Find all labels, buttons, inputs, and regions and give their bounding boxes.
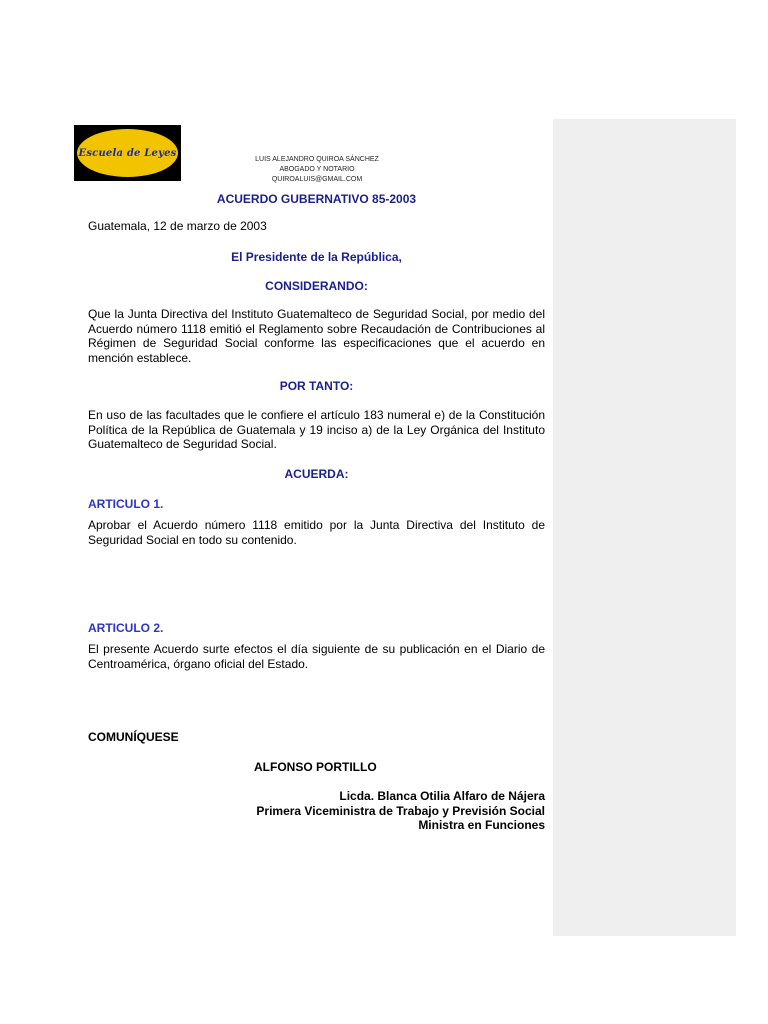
comments-pane — [553, 119, 736, 936]
letterhead — [232, 155, 402, 185]
signatory-title: Primera Viceministra de Trabajo y Previsión Social — [256, 803, 545, 818]
signatory-role: Ministra en Funciones — [418, 818, 545, 833]
president-heading: El Presidente de la República, — [231, 250, 402, 264]
considerando-heading: CONSIDERANDO: — [265, 279, 368, 293]
school-logo — [74, 125, 181, 181]
president-name: ALFONSO PORTILLO — [254, 760, 377, 774]
por-tanto-text: En uso de las facultades que le confiere el artículo 183 numeral e) de la Constitución Política de la República de Guatemala y 19 inciso a) de la Ley Orgánica del Instituto Guatemalteco de Seguridad Social. — [88, 408, 545, 452]
date-line: Guatemala, 12 de marzo de 2003 — [88, 219, 267, 233]
letterhead-name: LUIS ALEJANDRO QUIROA SÁNCHEZ — [255, 156, 379, 163]
letterhead-email: QUIROALUIS@GMAIL.COM — [271, 176, 363, 183]
considerando-text: Que la Junta Directiva del Instituto Guatemalteco de Seguridad Social, por medio del Acuerdo número 1118 emitió el Reglamento sobre Recaudación de Contribuciones al Régimen de Seguridad Social conforme las especificaciones que el acuerdo en mención establece. — [88, 307, 545, 365]
comuniquese: COMUNÍQUESE — [88, 730, 179, 744]
signatory-name: Licda. Blanca Otilia Alfaro de Nájera — [339, 789, 545, 803]
logo-text: Escuela de Leyes — [78, 147, 177, 159]
document-title: ACUERDO GUBERNATIVO 85-2003 — [216, 192, 417, 206]
acuerda-heading: ACUERDA: — [284, 467, 349, 481]
logo-oval — [77, 129, 178, 177]
articulo-1-heading: ARTICULO 1. — [88, 497, 164, 511]
por-tanto-heading: POR TANTO: — [279, 379, 354, 393]
letterhead-profession: ABOGADO Y NOTARIO — [279, 166, 355, 173]
signature-block — [200, 789, 545, 833]
articulo-1-text: Aprobar el Acuerdo número 1118 emitido por la Junta Directiva del Instituto de Seguridad Social en todo su contenido. — [88, 518, 545, 547]
articulo-2-heading: ARTICULO 2. — [88, 621, 164, 635]
articulo-2-text: El presente Acuerdo surte efectos el día siguiente de su publicación en el Diario de Centroamérica, órgano oficial del Estado. — [88, 642, 545, 671]
